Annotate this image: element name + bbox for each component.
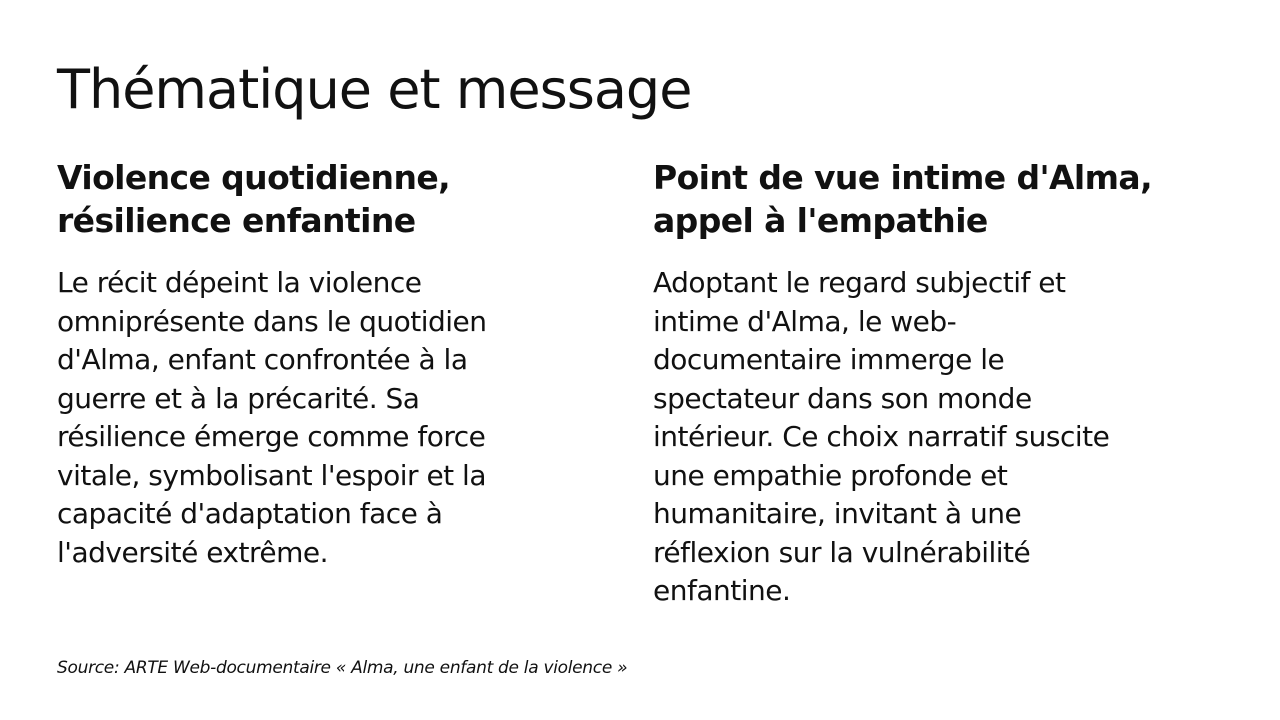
right-column-body (653, 264, 1213, 611)
body-line: réflexion sur la vulnérabilité (653, 535, 1031, 569)
left-column-body (57, 264, 577, 572)
body-line: capacité d'adaptation face à (57, 497, 443, 530)
heading-line: résilience enfantine (57, 201, 416, 240)
body-line: intime d'Alma, le web- (653, 304, 957, 338)
body-line: Adoptant le regard subjectif et (653, 266, 1066, 299)
body-line: d'Alma, enfant confrontée à la (57, 343, 468, 376)
body-line: omniprésente dans le quotidien (57, 304, 487, 338)
body-line: humanitaire, invitant à une (653, 497, 1022, 530)
heading-line: appel à l'empathie (653, 201, 988, 240)
heading-line: Point de vue intime d'Alma, (653, 158, 1153, 197)
body-line: Le récit dépeint la violence (57, 266, 422, 299)
body-line: l'adversité extrême. (57, 535, 328, 569)
body-line: une empathie profonde et (653, 458, 1008, 492)
body-line: enfantine. (653, 574, 791, 607)
source-caption: Source: ARTE Web-documentaire « Alma, une enfant de la violence » (57, 658, 628, 678)
left-column (57, 156, 577, 572)
body-line: spectateur dans son monde (653, 381, 1032, 415)
slide-title: Thématique et message (57, 58, 692, 121)
right-column (653, 156, 1213, 611)
body-line: vitale, symbolisant l'espoir et la (57, 458, 486, 492)
body-line: documentaire immerge le (653, 343, 1005, 376)
right-column-heading (653, 156, 1213, 242)
left-column-heading (57, 156, 577, 242)
body-line: intérieur. Ce choix narratif suscite (653, 420, 1110, 453)
heading-line: Violence quotidienne, (57, 158, 451, 197)
body-line: résilience émerge comme force (57, 420, 486, 453)
body-line: guerre et à la précarité. Sa (57, 381, 420, 415)
